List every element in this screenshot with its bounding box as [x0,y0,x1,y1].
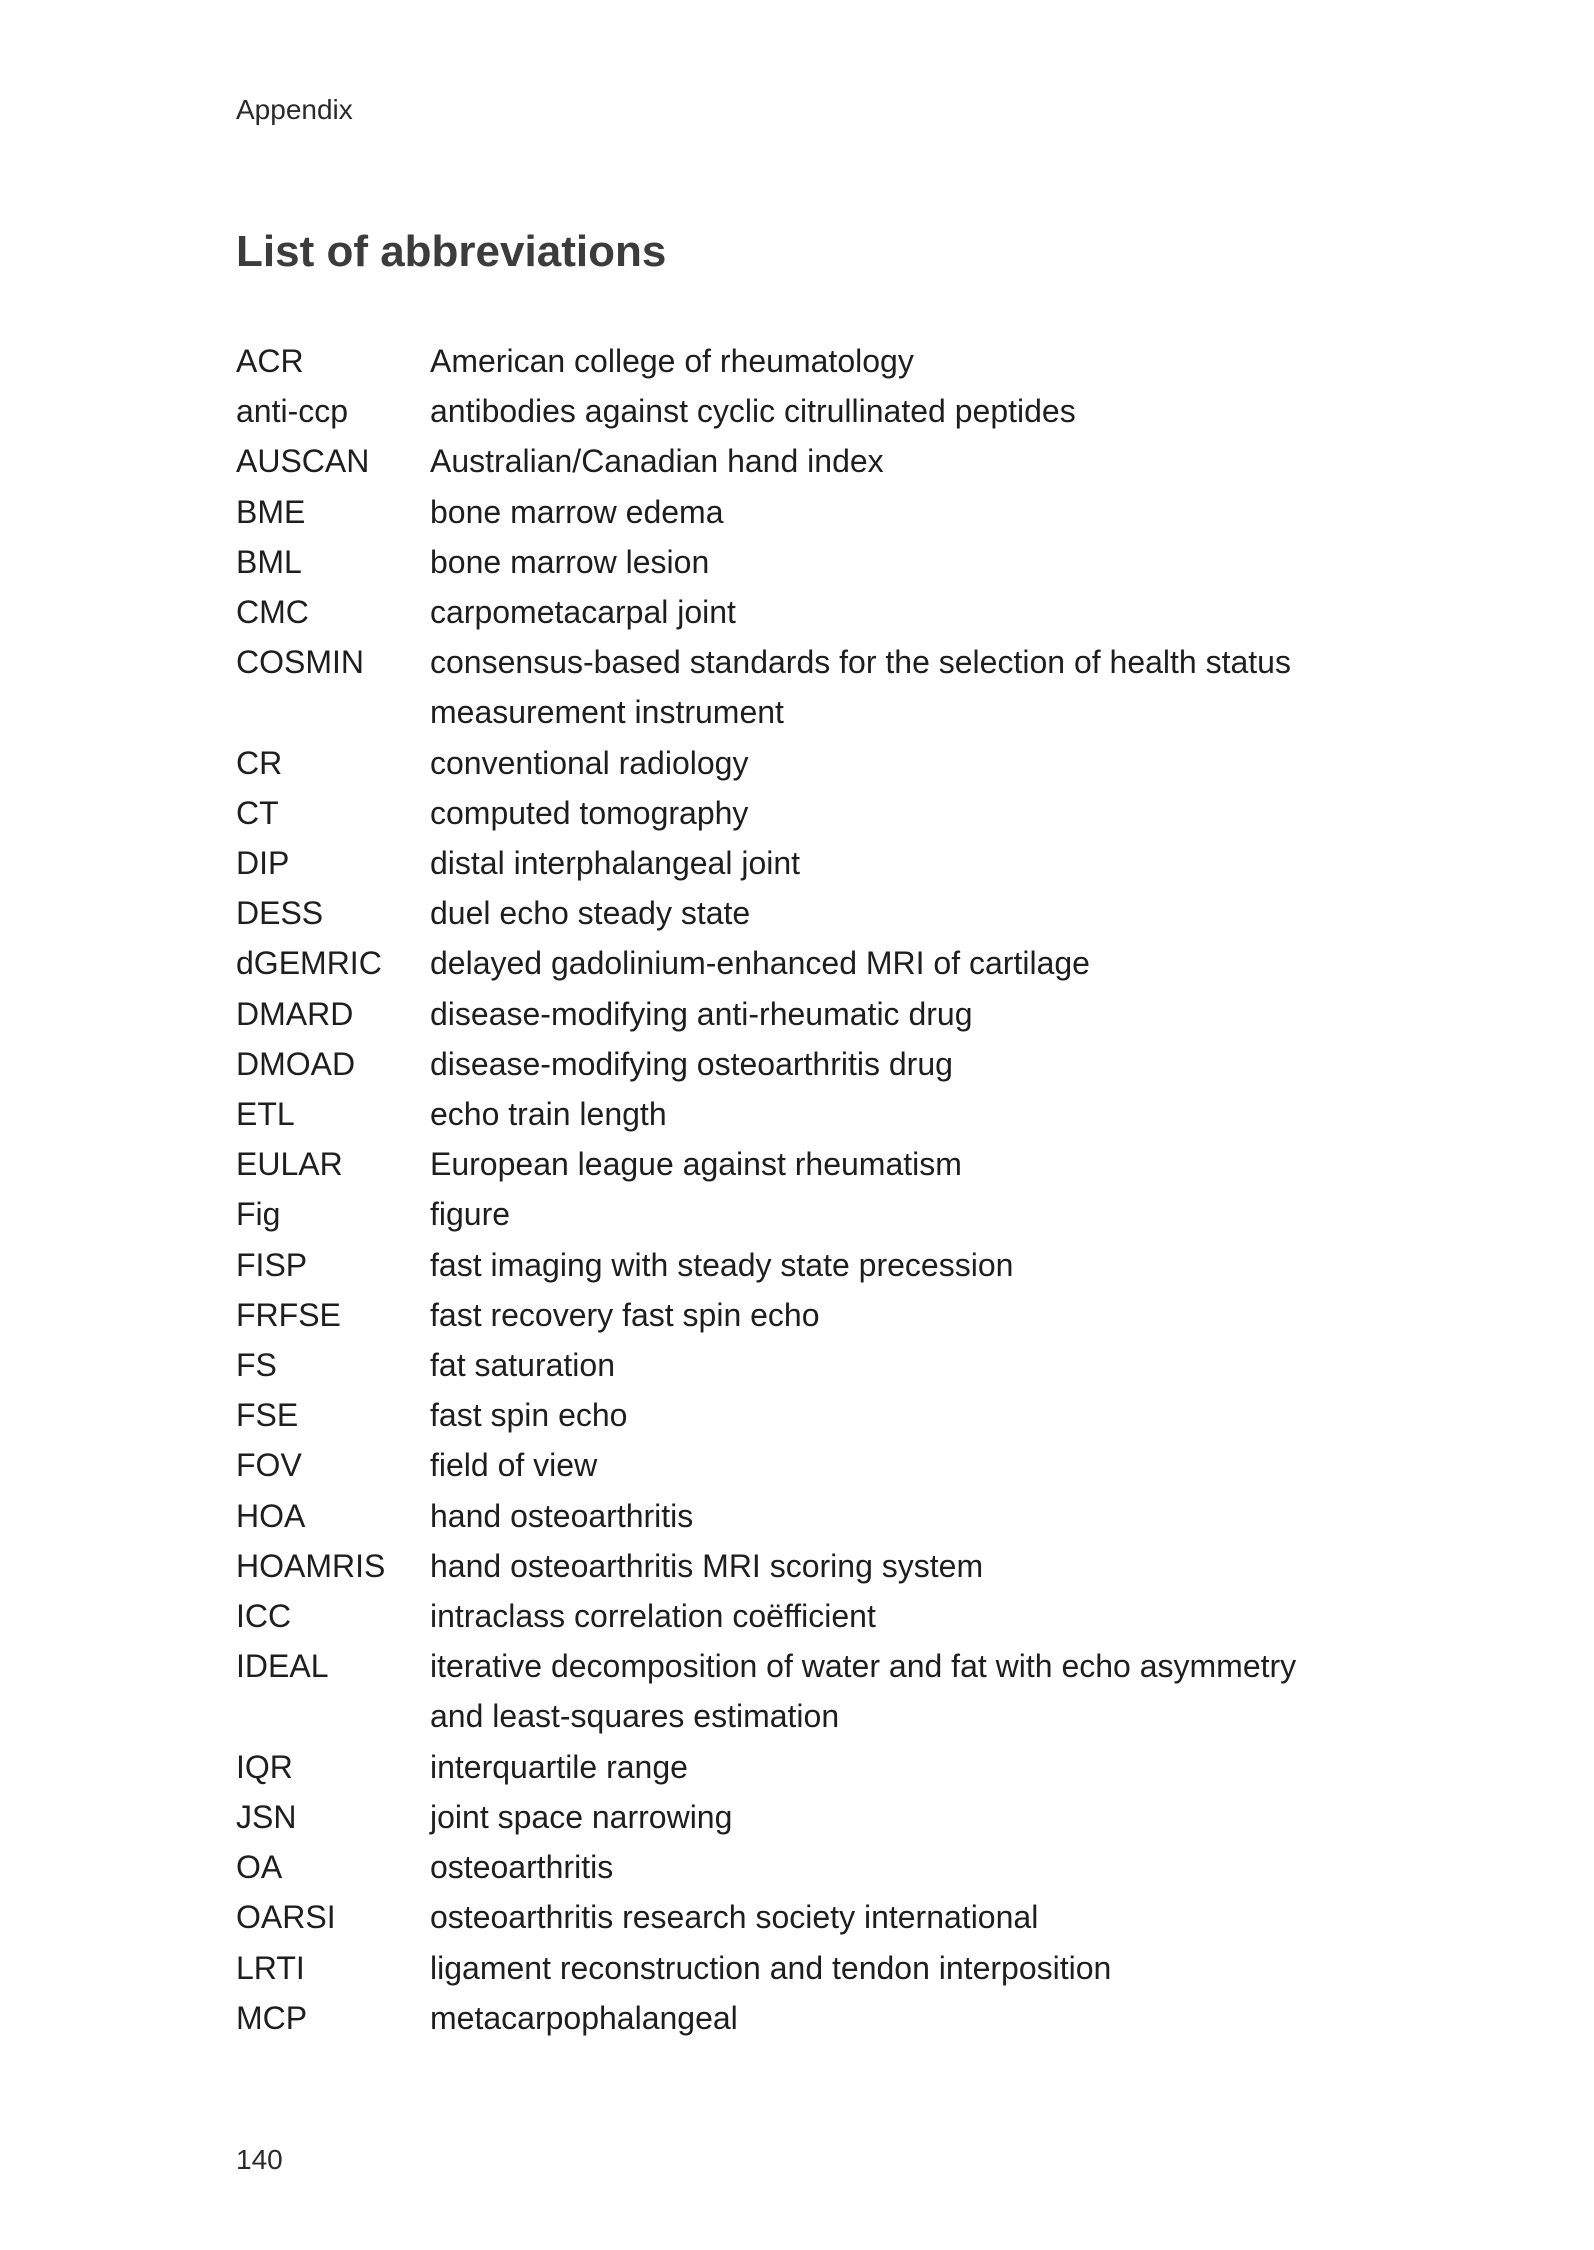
abbreviation-row [236,1039,1376,1089]
abbreviation-definition: figure [430,1196,511,1233]
abbreviation-definition: intraclass correlation coëfficient [430,1598,876,1635]
abbreviation-row [236,1491,1376,1541]
abbreviation-term: dGEMRIC [236,945,382,982]
abbreviation-definition: joint space narrowing [430,1798,733,1835]
abbreviation-definition: interquartile range [430,1748,688,1785]
abbreviation-term: ETL [236,1096,295,1133]
abbreviation-definition: field of view [430,1447,598,1484]
abbreviation-row [236,838,1376,888]
abbreviation-row [236,637,1376,737]
abbreviation-term: IQR [236,1748,293,1785]
abbreviation-term: BME [236,493,306,530]
abbreviation-row [236,336,1376,386]
abbreviation-term: FSE [236,1397,299,1434]
abbreviation-term: COSMIN [236,644,364,681]
abbreviation-term: FOV [236,1447,302,1484]
abbreviation-term: BML [236,543,302,580]
abbreviation-row [236,1189,1376,1239]
abbreviation-row [236,1742,1376,1792]
abbreviation-definition: hand osteoarthritis [430,1497,694,1534]
abbreviation-row [236,989,1376,1039]
abbreviation-row [236,1089,1376,1139]
page-title: List of abbreviations [236,227,667,276]
abbreviation-term: CMC [236,594,309,631]
abbreviation-term: HOA [236,1497,306,1534]
abbreviation-definition: consensus-based standards for the selection of health status measurement instrument [430,644,1291,731]
abbreviation-definition: duel echo steady state [430,895,751,932]
abbreviation-row [236,436,1376,486]
abbreviation-row [236,1943,1376,1993]
abbreviation-term: FISP [236,1246,308,1283]
abbreviation-row [236,386,1376,436]
abbreviation-row [236,537,1376,587]
abbreviation-term: anti-ccp [236,393,349,430]
abbreviation-row [236,788,1376,838]
abbreviation-term: OA [236,1849,283,1886]
abbreviation-term: LRTI [236,1949,305,1986]
abbreviation-definition: distal interphalangeal joint [430,845,801,882]
abbreviation-row [236,1641,1376,1741]
abbreviation-row [236,487,1376,537]
abbreviation-definition: fast spin echo [430,1397,628,1434]
abbreviation-definition: iterative decomposition of water and fat with echo asymmetry and least-squares estimation [430,1648,1297,1735]
abbreviation-row [236,1591,1376,1641]
abbreviation-term: ACR [236,343,304,379]
abbreviation-definition: disease-modifying osteoarthritis drug [430,1045,953,1082]
abbreviation-term: DESS [236,895,324,932]
abbreviation-row [236,1792,1376,1842]
abbreviation-definition: delayed gadolinium-enhanced MRI of cartilage [430,945,1090,982]
abbreviation-definition: hand osteoarthritis MRI scoring system [430,1547,984,1584]
abbreviation-row [236,1290,1376,1340]
abbreviation-term: MCP [236,1999,308,2036]
abbreviation-row [236,587,1376,637]
abbreviation-definition: ligament reconstruction and tendon interposition [430,1949,1112,1986]
abbreviation-term: DMOAD [236,1045,356,1082]
abbreviation-row [236,1240,1376,1290]
abbreviation-row [236,1390,1376,1440]
abbreviation-definition: American college of rheumatology [430,343,914,379]
abbreviation-definition: disease-modifying anti-rheumatic drug [430,995,973,1032]
abbreviation-row [236,1440,1376,1490]
abbreviation-list [236,336,1376,2043]
abbreviation-row [236,1892,1376,1942]
abbreviation-row [236,738,1376,788]
running-header: Appendix [236,94,353,125]
page-number: 140 [236,2144,283,2175]
abbreviation-row [236,938,1376,988]
abbreviation-definition: fast imaging with steady state precession [430,1246,1014,1283]
abbreviation-term: JSN [236,1798,297,1835]
abbreviation-term: DMARD [236,995,354,1032]
abbreviation-definition: metacarpophalangeal [430,1999,738,2036]
abbreviation-term: Fig [236,1196,281,1233]
abbreviation-definition: conventional radiology [430,744,749,781]
abbreviation-definition: computed tomography [430,794,749,831]
abbreviation-term: CR [236,744,283,781]
abbreviation-term: OARSI [236,1899,336,1936]
abbreviation-row [236,1993,1376,2043]
abbreviation-term: ICC [236,1598,292,1635]
abbreviation-definition: carpometacarpal joint [430,594,736,631]
abbreviation-term: CT [236,794,279,831]
abbreviation-definition: echo train length [430,1096,667,1133]
abbreviation-definition: osteoarthritis research society international [430,1899,1039,1936]
abbreviation-definition: osteoarthritis [430,1849,614,1886]
abbreviation-row [236,1541,1376,1591]
abbreviation-term: FRFSE [236,1296,341,1333]
abbreviation-definition: fat saturation [430,1347,615,1384]
abbreviation-row [236,1340,1376,1390]
abbreviation-term: FS [236,1347,277,1384]
abbreviation-row [236,1139,1376,1189]
abbreviation-definition: antibodies against cyclic citrullinated peptides [430,393,1076,430]
abbreviation-row [236,888,1376,938]
abbreviation-term: HOAMRIS [236,1547,386,1584]
abbreviation-definition: Australian/Canadian hand index [430,443,884,480]
abbreviation-term: AUSCAN [236,443,370,480]
abbreviation-definition: bone marrow lesion [430,543,710,580]
abbreviation-row [236,1842,1376,1892]
abbreviation-definition: European league against rheumatism [430,1146,962,1183]
abbreviation-definition: bone marrow edema [430,493,724,530]
abbreviation-definition: fast recovery fast spin echo [430,1296,820,1333]
abbreviation-term: EULAR [236,1146,343,1183]
abbreviation-term: DIP [236,845,290,882]
abbreviation-term: IDEAL [236,1648,329,1685]
